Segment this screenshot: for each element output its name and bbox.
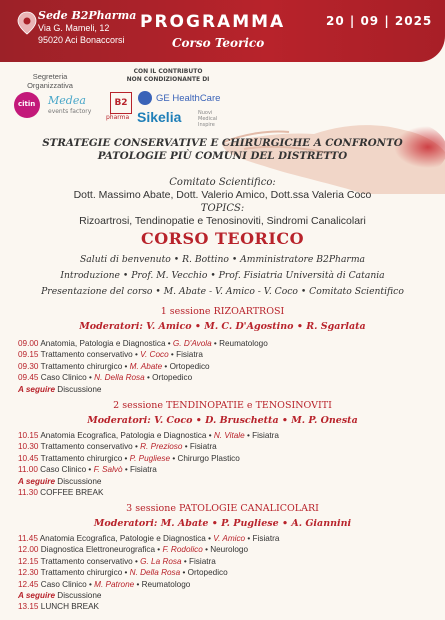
header-banner (0, 0, 445, 62)
location-pin-icon (16, 11, 38, 35)
intro-welcome: Saluti di benvenuto • R. Bottino • Amministratore B2Pharma (79, 254, 366, 265)
session-3-title: 3 sessione PATOLOGIE CANALICOLARI (126, 503, 319, 514)
lunch-break-row: 13.15 LUNCH BREAK (18, 602, 100, 611)
discussion-row: A seguire Discussione (18, 477, 102, 486)
schedule-row: 10.45 Trattamento chirurgico • P. Pugliese • Chirurgo Plastico (18, 454, 240, 463)
discussion-row: A seguire Discussione (18, 591, 102, 600)
ge-healthcare-icon (138, 91, 152, 105)
topics-label: TOPICS: (200, 203, 245, 214)
session-2-title: 2 sessione TENDINOPATIE e TENOSINOVITI (113, 400, 332, 411)
schedule-row: 12.00 Diagnostica Elettroneurografica • F. Rodolico • Neurologo (18, 545, 248, 554)
intro-introduction: Introduzione • Prof. M. Vecchio • Prof. Fisiatria Università di Catania (60, 270, 385, 281)
schedule-row: 11.00 Caso Clinico • F. Salvò • Fisiatra (18, 465, 157, 474)
session-1-title: 1 sessione RIZOARTROSI (160, 306, 285, 317)
discussion-row: A seguire Discussione (18, 385, 102, 394)
committee-names: Dott. Massimo Abate, Dott. Valerio Amico, Dott.ssa Valeria Coco (73, 189, 372, 201)
session-1-moderators: Moderatori: V. Amico • M. C. D'Agostino • R. Sgarlata (79, 321, 366, 332)
medea-subtitle: events factory (48, 108, 92, 115)
corso-title: CORSO TEORICO (140, 229, 305, 248)
venue-address-1: Via G. Mameli, 12 (38, 23, 110, 33)
venue-name: Sede B2Pharma (38, 9, 137, 22)
schedule-row: 10.15 Anatomia Ecografica, Patologia e Diagnostica • N. Vitale • Fisiatra (18, 431, 279, 440)
main-title: STRATEGIE CONSERVATIVE E CHIRURGICHE A CONFRONTO PATOLOGIE PIÙ COMUNI DEL DISTRETTO (42, 137, 403, 162)
b2pharma-label: pharma (106, 114, 130, 121)
program-title: PROGRAMMA (140, 12, 286, 32)
program-subtitle: Corso Teorico (172, 36, 265, 50)
schedule-row: 09.00 Anatomia, Patologia e Diagnostica • G. D'Avola • Reumatologo (18, 339, 268, 348)
event-date: 20 | 09 | 2025 (326, 14, 433, 28)
b2pharma-logo: B2 (110, 92, 132, 114)
medea-logo: Medea (48, 94, 86, 107)
venue-address-2: 95020 Aci Bonaccorsi (38, 35, 125, 45)
coffee-break-row: 11.30 COFFEE BREAK (18, 488, 104, 497)
sponsor-logos (0, 62, 445, 130)
sikelia-logo: Sikelia (137, 109, 182, 125)
venue-info (38, 10, 136, 46)
schedule-row: 09.15 Trattamento conservativo • V. Coco • Fisiatra (18, 350, 203, 359)
session-2-moderators: Moderatori: V. Coco • D. Bruschetta • M. P. Onesta (87, 415, 358, 426)
schedule-row: 09.30 Trattamento chirurgico • M. Abate • Ortopedico (18, 362, 210, 371)
secretariat-label: Segreteria Organizzativa (27, 72, 73, 90)
committee-label: Comitato Scientifico: (169, 177, 276, 188)
contribution-label: CON IL CONTRIBUTO NON CONDIZIONANTE DI (126, 68, 210, 83)
citin-logo: citin (14, 92, 40, 118)
schedule-row: 12.30 Trattamento chirurgico • N. Della Rosa • Ortopedico (18, 568, 228, 577)
session-3-moderators: Moderatori: M. Abate • P. Pugliese • A. Giannini (93, 518, 352, 529)
schedule-row: 12.45 Caso Clinico • M. Patrone • Reumatologo (18, 580, 191, 589)
ge-healthcare-logo: GE HealthCare (156, 93, 221, 104)
intro-presentation: Presentazione del corso • M. Abate - V. Amico - V. Coco • Comitato Scientifico (41, 286, 404, 297)
schedule-row: 11.45 Anatomia Ecografica, Patologie e Diagnostica • V. Amico • Fisiatra (18, 534, 280, 543)
sikelia-subtitle: Nuovi Medical Inspire (198, 110, 218, 128)
schedule-row: 10.30 Trattamento conservativo • R. Prezioso • Fisiatra (18, 442, 217, 451)
schedule-row: 09.45 Caso Clinico • N. Della Rosa • Ortopedico (18, 373, 193, 382)
schedule-row: 12.15 Trattamento conservativo • G. La Rosa • Fisiatra (18, 557, 216, 566)
topics-text: Rizoartrosi, Tendinopatie e Tenosinoviti, Sindromi Canalicolari (79, 215, 366, 227)
